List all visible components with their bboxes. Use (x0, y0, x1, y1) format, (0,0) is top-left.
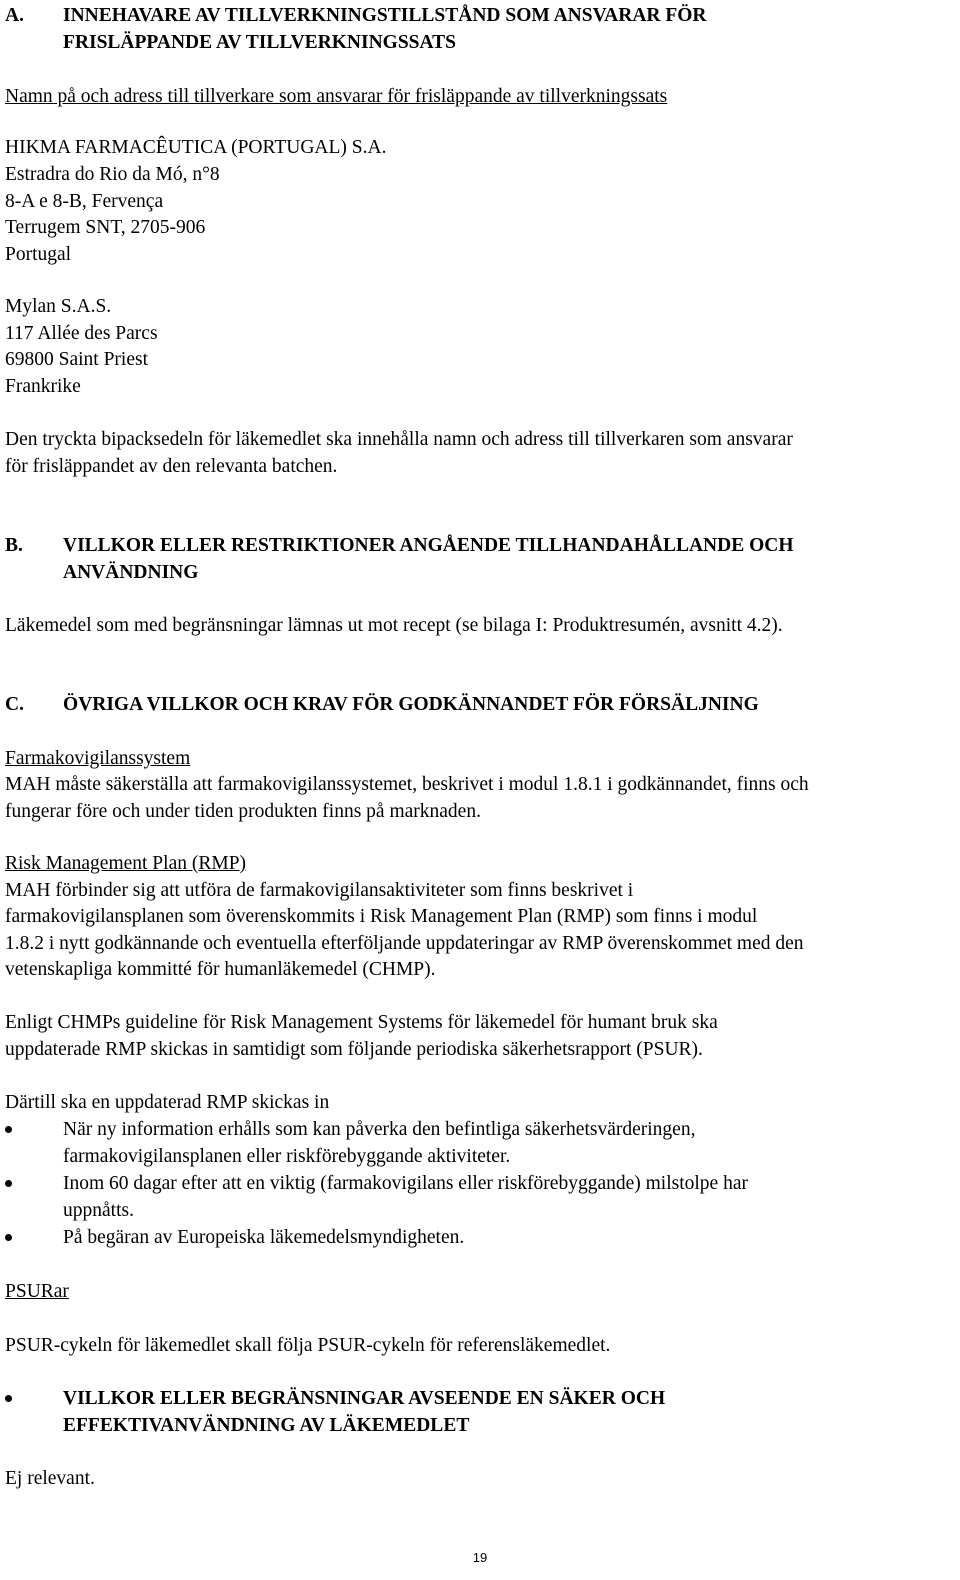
section-a-subheading: Namn på och adress till tillverkare som ansvarar för frisläppande av tillverkningssats (5, 86, 668, 107)
manufacturer1-address-line4: Portugal (5, 244, 72, 265)
manufacturer1-address-line2: 8-A e 8-B, Fervença (5, 191, 164, 212)
rmp-heading: Risk Management Plan (RMP) (5, 853, 247, 874)
bullet-icon (5, 1126, 12, 1133)
manufacturer2-name: Mylan S.A.S. (5, 296, 112, 317)
pharmacovigilance-heading: Farmakovigilanssystem (5, 748, 191, 769)
section-b-label: B. (5, 535, 23, 556)
bullet-item-2-line2: uppnåtts. (63, 1200, 134, 1221)
psur-heading: PSURar (5, 1281, 69, 1302)
section-d-title-line1: VILLKOR ELLER BEGRÄNSNINGAR AVSEENDE EN SÄKER OCH (63, 1388, 666, 1409)
section-a-note-line1: Den tryckta bipacksedeln för läkemedlet ska innehålla namn och adress till tillverkaren som ansvarar (5, 429, 793, 450)
bullet-icon (5, 1234, 12, 1241)
section-d-text: Ej relevant. (5, 1468, 95, 1489)
page-number: 19 (472, 1550, 488, 1565)
section-a-label: A. (5, 5, 24, 26)
rmp-line3: 1.8.2 i nytt godkännande och eventuella efterföljande uppdateringar av RMP överenskommet med den (5, 933, 804, 954)
manufacturer1-address-line3: Terrugem SNT, 2705-906 (5, 217, 206, 238)
manufacturer1-address-line1: Estradra do Rio da Mó, n°8 (5, 164, 220, 185)
rmp-line4: vetenskapliga kommitté för humanläkemedel (CHMP). (5, 959, 436, 980)
section-b-title-line1: VILLKOR ELLER RESTRIKTIONER ANGÅENDE TILLHANDAHÅLLANDE OCH (63, 535, 794, 556)
bullet-icon (5, 1180, 12, 1187)
rmp-line2: farmakovigilansplanen som överenskommits i Risk Management Plan (RMP) som finns i modul (5, 906, 758, 927)
section-c-label: C. (5, 694, 24, 715)
pharmacovigilance-line1: MAH måste säkerställa att farmakovigilanssystemet, beskrivet i modul 1.8.1 i godkännandet, finns och (5, 774, 809, 795)
psur-text: PSUR-cykeln för läkemedlet skall följa PSUR-cykeln för referensläkemedlet. (5, 1335, 611, 1356)
section-c-title: ÖVRIGA VILLKOR OCH KRAV FÖR GODKÄNNANDET FÖR FÖRSÄLJNING (63, 694, 759, 715)
bullet-item-3-line1: På begäran av Europeiska läkemedelsmyndigheten. (63, 1227, 465, 1248)
manufacturer1-name: HIKMA FARMACÊUTICA (PORTUGAL) S.A. (5, 137, 387, 158)
section-a-title-line1: INNEHAVARE AV TILLVERKNINGSTILLSTÅND SOM ANSVARAR FÖR (63, 5, 707, 26)
section-b-text: Läkemedel som med begränsningar lämnas ut mot recept (se bilaga I: Produktresumén, avsnitt 4.2). (5, 615, 783, 636)
guideline-line1: Enligt CHMPs guideline för Risk Management Systems för läkemedel för humant bruk ska (5, 1012, 718, 1033)
section-d-title-line2: EFFEKTIVANVÄNDNING AV LÄKEMEDLET (63, 1415, 470, 1436)
bullet-icon (5, 1395, 12, 1402)
manufacturer2-address-line2: 69800 Saint Priest (5, 349, 149, 370)
manufacturer2-address-line1: 117 Allée des Parcs (5, 323, 158, 344)
bullet-item-1-line1: När ny information erhålls som kan påverka den befintliga säkerhetsvärderingen, (63, 1119, 696, 1140)
rmp-line1: MAH förbinder sig att utföra de farmakovigilansaktiviteter som finns beskrivet i (5, 880, 634, 901)
bullet-item-1-line2: farmakovigilansplanen eller riskförebyggande aktiviteter. (63, 1146, 511, 1167)
bullet-item-2-line1: Inom 60 dagar efter att en viktig (farmakovigilans eller riskförebyggande) milstolpe har (63, 1173, 748, 1194)
pharmacovigilance-line2: fungerar före och under tiden produkten finns på marknaden. (5, 801, 481, 822)
section-b-title-line2: ANVÄNDNING (63, 562, 199, 583)
section-a-title-line2: FRISLÄPPANDE AV TILLVERKNINGSSATS (63, 32, 457, 53)
section-a-note-line2: för frisläppandet av den relevanta batchen. (5, 456, 338, 477)
manufacturer2-address-line3: Frankrike (5, 376, 81, 397)
guideline-line2: uppdaterade RMP skickas in samtidigt som följande periodiska säkerhetsrapport (PSUR). (5, 1039, 703, 1060)
additional-rmp-intro: Därtill ska en uppdaterad RMP skickas in (5, 1092, 330, 1113)
